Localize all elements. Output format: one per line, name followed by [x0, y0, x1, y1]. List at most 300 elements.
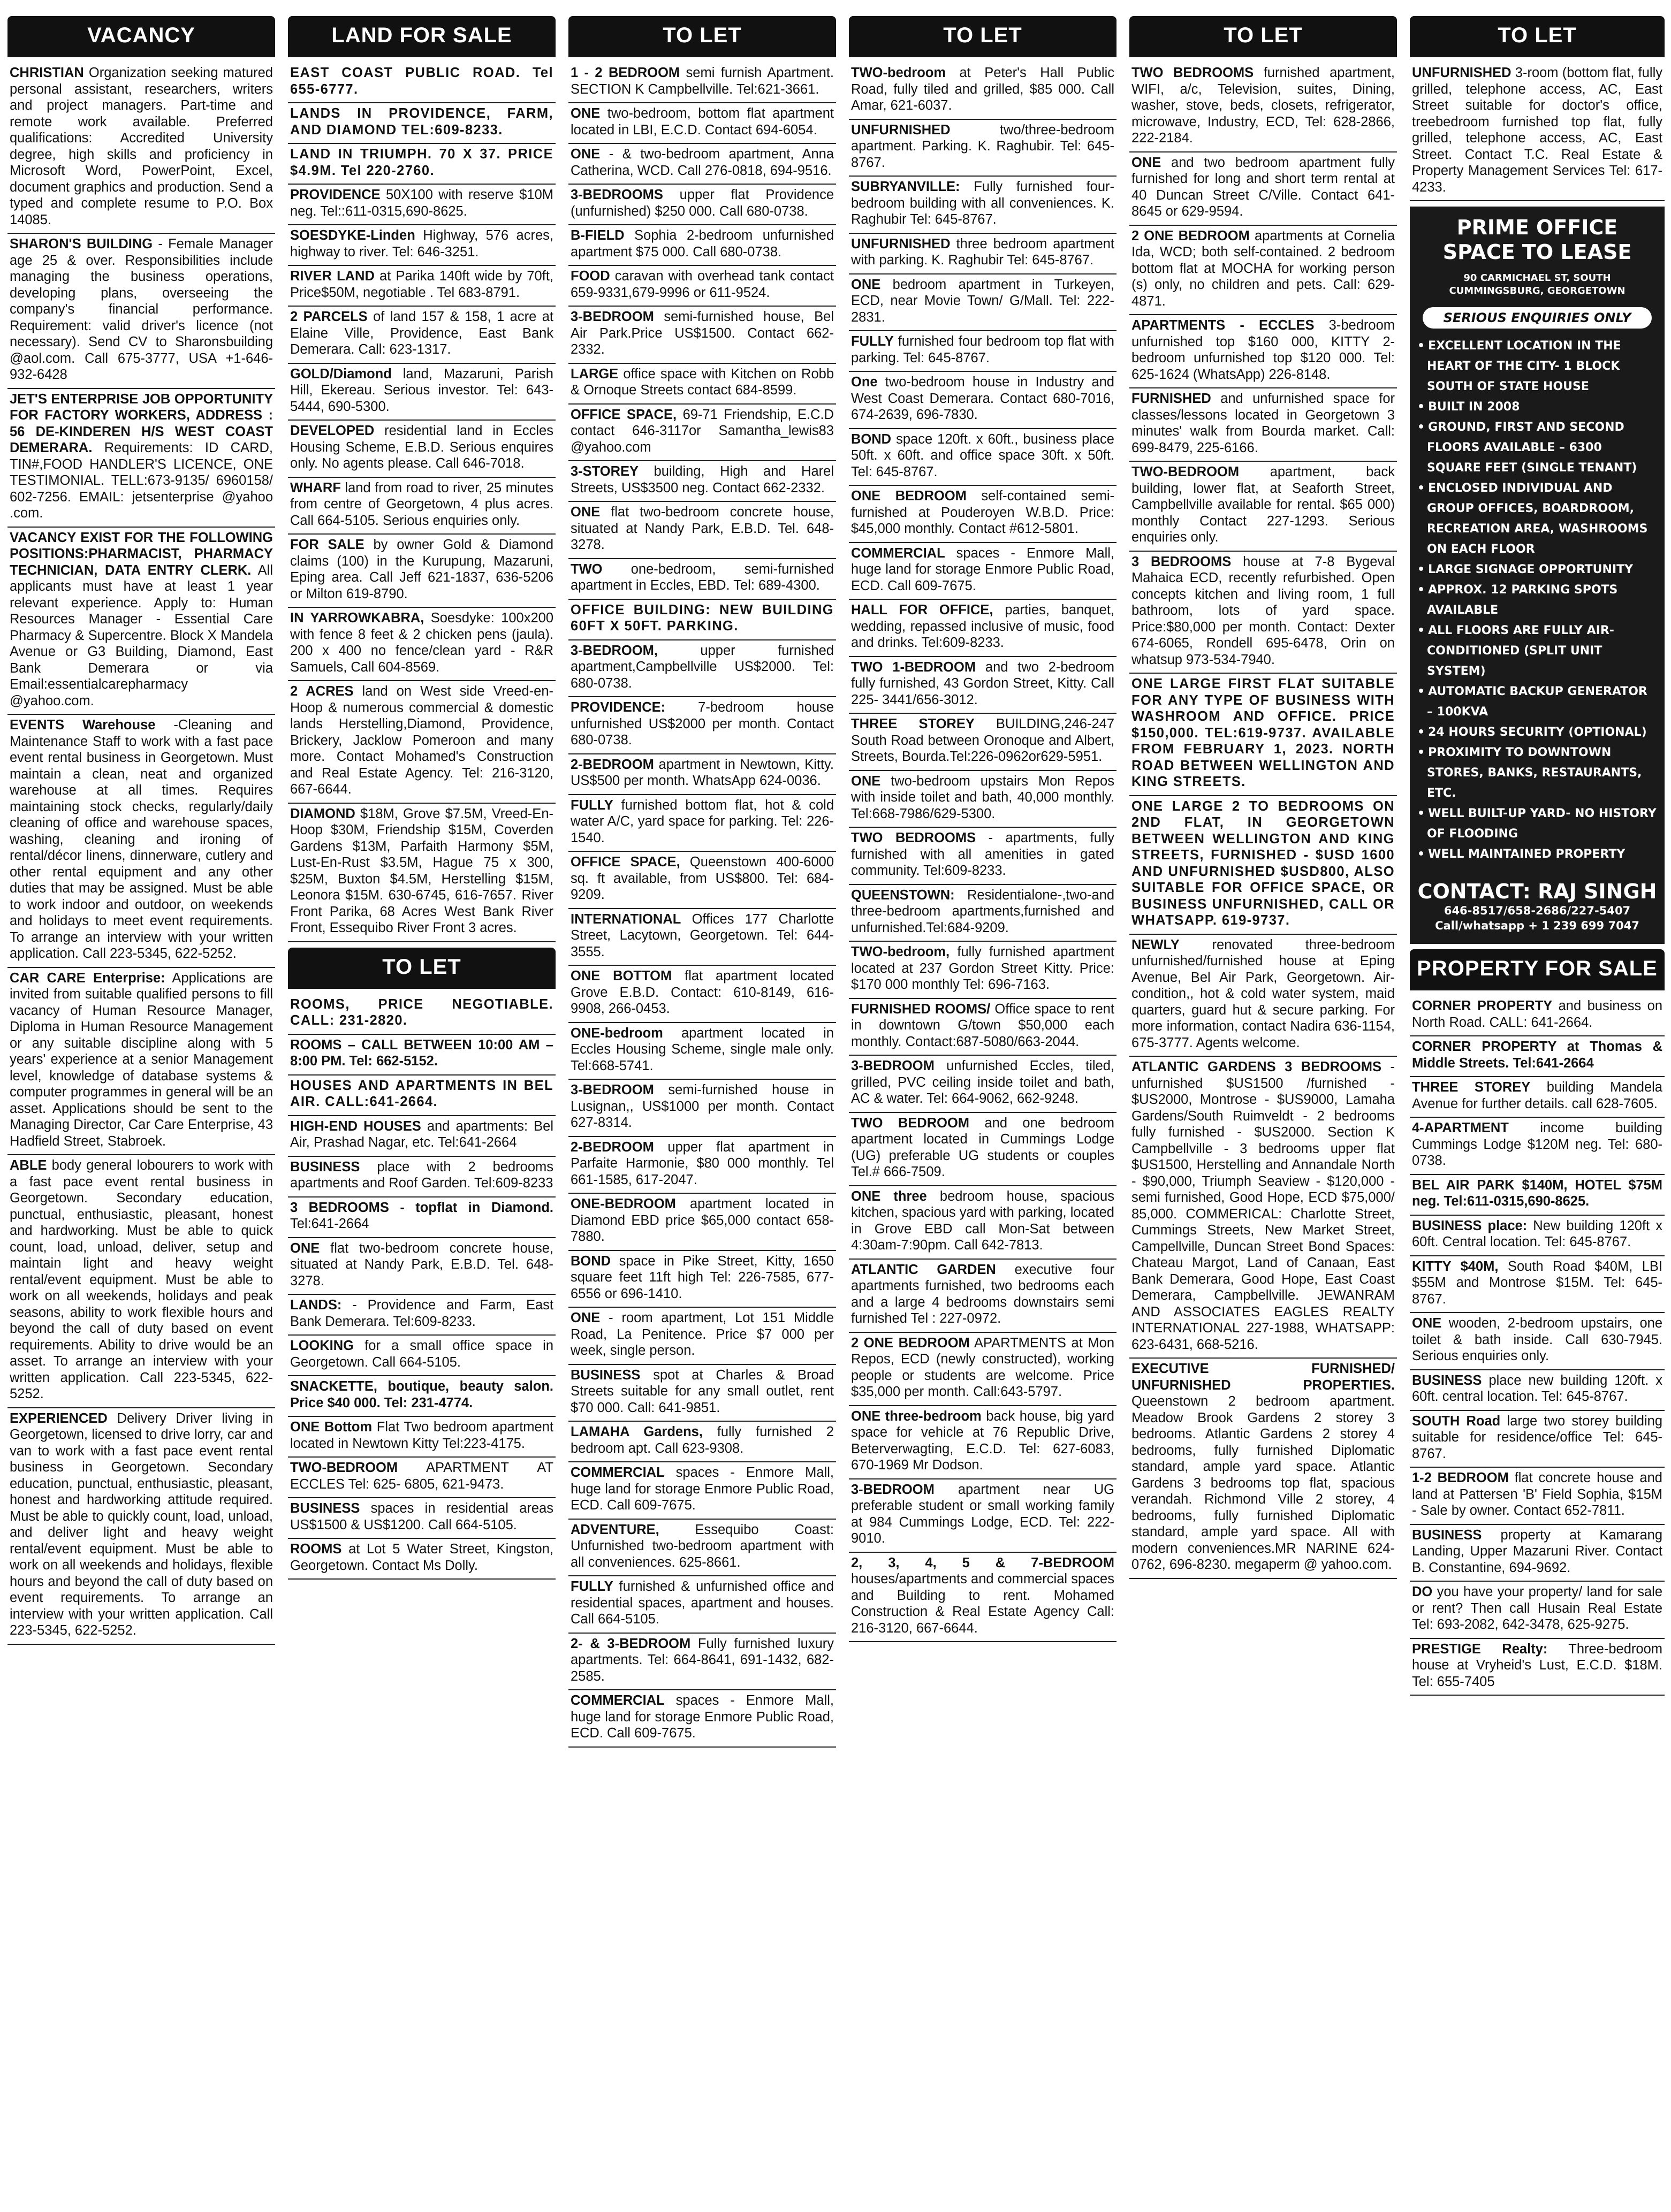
- ad-text: upper flat apartment in Parfaite Harmonie, $80 000 monthly. Tel 661-1585, 617-2047.: [571, 1139, 834, 1187]
- ad-lead: ATLANTIC GARDENS 3 BEDROOMS: [1131, 1059, 1381, 1074]
- ad-text: building, High and Harel Streets, US$3500 neg. Contact 662-2332.: [571, 464, 834, 495]
- ad-lead: KITTY $40M,: [1412, 1258, 1499, 1274]
- classified-ad: [288, 994, 556, 1035]
- classified-ad: [288, 225, 556, 266]
- feature-item: • ENCLOSED INDIVIDUAL AND GROUP OFFICES, BOARDROOM, RECREATION AREA, WASHROOMS ON EACH FLOOR: [1417, 478, 1657, 560]
- classified-ad: [568, 966, 836, 1023]
- classified-ad: [1410, 1313, 1665, 1370]
- classified-ad: [568, 600, 836, 640]
- ad-text: executive four apartments furnished, two bedrooms each and a large 4 bedrooms downstairs semi furnished Tel : 227-0972.: [851, 1262, 1114, 1326]
- feature-item: • AUTOMATIC BACKUP GENERATOR – 100KVA: [1417, 682, 1657, 722]
- classified-ad: [288, 1336, 556, 1376]
- ad-lead: BOND: [571, 1253, 611, 1269]
- classified-ad: [849, 486, 1116, 543]
- column-vacancy: [7, 16, 275, 1645]
- ad-lead: LOOKING: [290, 1338, 354, 1353]
- classified-ad: [568, 1194, 836, 1251]
- ad-text: at Lot 5 Water Street, Kingston, Georgetown. Contact Ms Dolly.: [290, 1542, 553, 1573]
- classified-ad: [849, 274, 1116, 332]
- ad-lead: BUSINESS: [1412, 1527, 1482, 1543]
- ad-lead: SUBRYANVILLE:: [851, 179, 960, 194]
- classified-ad: [568, 307, 836, 364]
- ad-lead: 2 PARCELS: [290, 309, 368, 324]
- classified-ad: [568, 1023, 836, 1080]
- classified-ad: [568, 697, 836, 754]
- classified-ad: [288, 63, 556, 103]
- classified-ad: [849, 771, 1116, 828]
- classified-ad: [568, 185, 836, 225]
- ad-text: renovated three-bedroom unfurnished/furnished house at Eping Avenue, Bel Air Park, Georgetown. Air-condition,, hot & cold water system, maid quarters, guard hut & secure parking. For more information, contact Nadira 636-1154, 675-3777. Agents welcome.: [1131, 937, 1395, 1050]
- ad-text: caravan with overhead tank contact 659-9331,679-9996 or 611-9524.: [571, 269, 834, 300]
- classified-ad: [7, 1155, 275, 1408]
- ad-lead: BUSINESS: [290, 1159, 360, 1174]
- ad-text: Three-bedroom house at Vryheid's Lust, E.C.D. $18M. Tel: 655-7405: [1412, 1641, 1662, 1689]
- ad-lead: 4-APARTMENT: [1412, 1120, 1509, 1135]
- ad-lead: ONE: [851, 773, 881, 789]
- ad-text: at Parika 140ft wide by 70ft, Price$50M, negotiable . Tel 683-8791.: [290, 269, 553, 300]
- ad-lead: ONE: [571, 106, 601, 121]
- ad-text: 7-bedroom house unfurnished US$2000 per month. Contact 680-0738.: [571, 700, 834, 747]
- classified-ad: [849, 429, 1116, 486]
- classified-ad: [568, 1690, 836, 1748]
- ad-text: Delivery Driver living in Georgetown, licensed to drive lorry, car and van to work with a fast pace event rental business in Georgetown. Secondary education, punctual, enthusiastic, pleasant, honest and hardworking attitude required. Must be able to quickly count, load, unload, and deliver light and heavy weight rental/event equipment. Must be able to work on all weekends and holidays, flexible hours and beyond the call of duty based on event requirements. To arrange an interview with your written application. Call 223-5345, 622-5252.: [10, 1410, 273, 1638]
- classified-ad: [568, 266, 836, 307]
- ad-lead: 2 ACRES: [290, 684, 354, 699]
- ad-text: furnished apartment, WIFI, a/c, Television, suites, Dining, washer, stove, beds, closets, refrigerator, microwave, Industry, ECD, Tel: 628-2866, 222-2184.: [1131, 65, 1395, 146]
- classified-ad: [849, 885, 1116, 942]
- ad-lead: HIGH-END HOUSES: [290, 1118, 421, 1134]
- classified-ad: [568, 640, 836, 698]
- ad-text: semi furnish Apartment. SECTION K Campbellville. Tel:621-3661.: [571, 65, 834, 97]
- classified-ad: [7, 63, 275, 234]
- ad-lead: OFFICE SPACE,: [571, 855, 680, 869]
- classified-ad: [568, 405, 836, 462]
- ad-lead: ONE-bedroom: [571, 1025, 663, 1041]
- ad-lead: 3-BEDROOM,: [571, 643, 658, 658]
- ad-lead: WHARF: [290, 480, 341, 495]
- ad-text: Residentialone-,two-and three-bedroom apartments,furnished and unfurnished.Tel:684-9209.: [851, 887, 1114, 935]
- ad-text: Fully furnished four-bedroom building with all conveniences. K. Raghubir Tel: 645-8767.: [851, 179, 1115, 227]
- ad-lead: FULLY: [851, 334, 894, 349]
- classified-ad: [1410, 1175, 1665, 1216]
- ad-text: APARTMENT AT ECCLES Tel: 625- 6805, 621-9473.: [290, 1460, 553, 1492]
- classified-ad: [1129, 1359, 1397, 1579]
- ad-text: bedroom house, spacious kitchen, spacious yard with parking, located in Grove EBD call Mon-Sat between 4:30am-7:90pm. Call 642-7813.: [851, 1188, 1114, 1253]
- ad-text: fully furnished 2 bedroom apt. Call 623-9308.: [571, 1424, 834, 1456]
- ad-text: land, Mazaruni, Parish Hill, Ekereau. Serious investor. Tel: 643-5444, 690-5300.: [290, 366, 553, 414]
- classified-ad: [288, 1157, 556, 1197]
- classified-ad: [288, 1238, 556, 1295]
- classified-ad: [288, 1197, 556, 1238]
- classified-ad: [849, 63, 1116, 120]
- ad-lead: CAR CARE Enterprise:: [10, 970, 165, 986]
- ad-lead: FURNISHED ROOMS/: [851, 1001, 991, 1017]
- section-header: TO LET: [288, 948, 556, 989]
- ad-lead: THREE STOREY: [1412, 1080, 1531, 1095]
- ad-lead: LAND IN TRIUMPH. 70 X 37. PRICE $4.9M. Tel 220-2760.: [290, 147, 553, 178]
- ad-text: at Peter's Hall Public Road, fully tiled and grilled, $85 000. Call Amar, 621-6037.: [851, 65, 1114, 113]
- ad-lead: 1-2 BEDROOM: [1412, 1470, 1509, 1485]
- ad-text: residential land in Eccles Housing Scheme, E.B.D. Serious enquires only. No agents please. Call 646-7018.: [290, 423, 553, 471]
- ad-text: 69-71 Friendship, E.C.D contact 646-3117or Samantha_lewis83 @yahoo.com: [571, 407, 834, 455]
- ad-text: apartments at Cornelia Ida, WCD; both self-contained. 2 bedroom bottom flat at MOCHA for working person (s) only, no children and pets. Call: 629-4871.: [1131, 228, 1395, 309]
- ad-lead: ROOMS – CALL BETWEEN 10:00 AM – 8:00 PM. Tel: 662-5152.: [290, 1037, 553, 1069]
- ad-text: Office space to rent in downtown G/town $50,000 each monthly. Contact:687-5080/663-2044.: [851, 1001, 1114, 1049]
- ad-text: Requirements: ID CARD, TIN#,FOOD HANDLER'S LICENCE, ONE TESTIMONIAL. TELL:673-9135/ 6960158/ 602-7256. EMAIL: jetsenterprise @yahoo .com.: [10, 440, 273, 521]
- classified-ad: [568, 1308, 836, 1365]
- classified-ad: [1410, 1256, 1665, 1314]
- ad-lead: ONE LARGE 2 TO BEDROOMS ON 2ND FLAT, IN GEORGETOWN BETWEEN WELLINGTON AND KING STREETS, FURNISHED - $USD 1600 AND UNFURNISHED $USD800, ALSO SUITABLE FOR OFFICE SPACE, OR BUSINESS UNFURNISHED, CALL OR WHATSAPP. 619-9737.: [1131, 798, 1395, 928]
- classified-ad: [849, 1056, 1116, 1113]
- classified-ad: [568, 1576, 836, 1634]
- ad-lead: TWO-BEDROOM: [290, 1460, 398, 1475]
- ad-lead: 1 - 2 BEDROOM: [571, 65, 680, 80]
- ad-lead: ROOMS: [290, 1542, 342, 1557]
- section-header: TO LET: [1129, 16, 1397, 57]
- ad-lead: PROVIDENCE: [290, 187, 381, 202]
- ad-lead: ONE: [571, 147, 601, 162]
- classified-ad: [7, 715, 275, 968]
- feature-item: • WELL BUILT-UP YARD- NO HISTORY OF FLOODING: [1417, 804, 1657, 844]
- ad-lead: 3-STOREY: [571, 464, 639, 479]
- ad-text: - Providence and Farm, East Bank Demerara. Tel:609-8233.: [290, 1298, 553, 1329]
- ad-text: apartment located in Eccles Housing Scheme, single male only. Tel:668-5741.: [571, 1025, 834, 1073]
- ad-lead: PRESTIGE Realty:: [1412, 1641, 1548, 1657]
- ad-lead: ONE Bottom: [290, 1420, 373, 1435]
- classified-ad: [7, 234, 275, 389]
- ad-lead: COMMERCIAL: [851, 545, 945, 561]
- ad-lead: NEWLY: [1131, 937, 1180, 952]
- ad-lead: EVENTS Warehouse: [10, 718, 156, 733]
- classified-ad: [1410, 996, 1665, 1036]
- ad-lead: THREE STOREY: [851, 716, 975, 731]
- ad-lead: SOUTH Road: [1412, 1413, 1501, 1429]
- classified-ad: [849, 828, 1116, 885]
- office-box-contact: CONTACT: RAJ SINGH: [1417, 880, 1657, 903]
- ad-lead: 3-BEDROOM: [571, 1082, 654, 1097]
- ad-text: three bedroom apartment with parking. K. Raghubir Tel: 645-8767.: [851, 236, 1115, 268]
- classified-ad: [288, 478, 556, 535]
- ad-text: New building 120ft x 60ft. Central location. Tel: 645-8767.: [1412, 1218, 1662, 1249]
- ad-text: South Road $40M, LBI $55M and Montrose $15M. Tel: 645-8767.: [1412, 1258, 1662, 1307]
- classified-ad: [568, 754, 836, 795]
- ad-lead: IN YARROWKABRA,: [290, 611, 424, 626]
- ad-lead: TWO 1-BEDROOM: [851, 659, 976, 675]
- ad-text: $18M, Grove $7.5M, Vreed-En-Hoop $30M, Friendship $15M, Coverden Gardens $13M, Parfaith Harmony $5M, Lust-En-Rust $3.5M, Hague 75 x 300, $25M, Buxton $4.5M, Herstelling $15M, Leonora $15M. 630-6745, 616-7657. River Front Parika, 68 Acres West Bank River Front, Essequibo River Front 3 acres.: [290, 806, 553, 935]
- ad-text: Queenstown 2 bedroom apartment. Meadow Brook Gardens 2 storey 3 bedrooms. Atlantic Gardens 2 storey 4 bedrooms, fully furnished Diplomatic standard, ample yard space. Atlantic Gardens 3 bedrooms top flat, spacious verandah. Richmond Ville 2 storey, 4 bedrooms, fully furnished Diplomatic standard, ample yard space. All with modern conveniences.MR NARINE 624-0762, 696-8230. megaperm @ yahoo.com.: [1131, 1394, 1395, 1572]
- ad-text: apartment located in Diamond EBD price $65,000 contact 658-7880.: [571, 1196, 834, 1244]
- classified-ad: [288, 1417, 556, 1458]
- feature-item: • APPROX. 12 PARKING SPOTS AVAILABLE: [1417, 580, 1657, 621]
- classified-ad: [849, 234, 1116, 274]
- ad-text: two-bedroom, bottom flat apartment located in LBI, E.C.D. Contact 694-6054.: [571, 106, 834, 138]
- ad-text: and two bedroom apartment fully furnished for long and short term rental at 40 Duncan Street C/Ville. Contact 641-8645 or 629-9594.: [1131, 155, 1395, 219]
- classified-ad: [288, 1116, 556, 1157]
- ad-lead: TWO BEDROOMS: [1131, 65, 1254, 80]
- classified-ad: [288, 1539, 556, 1580]
- ad-lead: 2 ONE BEDROOM: [1131, 228, 1250, 243]
- ad-lead: UNFURNISHED: [851, 236, 951, 251]
- ad-lead: LANDS:: [290, 1298, 342, 1313]
- ad-lead: CORNER PROPERTY at Thomas & Middle Streets. Tel:641-2664: [1412, 1039, 1662, 1071]
- ad-lead: ONE BOTTOM: [571, 968, 672, 983]
- ad-lead: ONE: [1131, 155, 1161, 170]
- ad-lead: EXECUTIVE FURNISHED/ UNFURNISHED PROPERTIES.: [1131, 1361, 1395, 1393]
- ad-lead: ONE: [1412, 1316, 1442, 1331]
- ad-text: you have your property/ land for sale or rent? Then call Husain Real Estate Tel: 693-2082, 642-3478, 625-9275.: [1412, 1584, 1662, 1632]
- classified-ad: [568, 1520, 836, 1577]
- ad-text: place new building 120ft. x 60ft. central location. Tel: 645-8767.: [1412, 1372, 1662, 1404]
- ad-lead: BUSINESS: [1412, 1372, 1482, 1388]
- ad-lead: ONE-BEDROOM: [571, 1196, 676, 1211]
- ad-lead: 3-BEDROOM: [851, 1058, 935, 1073]
- classified-ad: [288, 103, 556, 144]
- ad-text: one-bedroom, semi-furnished apartment in Eccles, EBD. Tel: 689-4300.: [571, 561, 834, 593]
- classified-ad: [568, 1137, 836, 1194]
- classified-ad: [1410, 1370, 1665, 1411]
- classified-ad: [288, 804, 556, 942]
- ad-text: Highway, 576 acres, highway to river. Tel: 646-3251.: [290, 228, 553, 260]
- ad-lead: ATLANTIC GARDEN: [851, 1262, 996, 1277]
- ad-lead: One: [851, 375, 878, 390]
- ad-text: space 120ft. x 60ft., business place 50ft. x 60ft. and office space 30ft. x 50ft. Tel: 645-8767.: [851, 431, 1114, 479]
- ad-lead: FURNISHED: [1131, 391, 1211, 406]
- ad-lead: HALL FOR OFFICE,: [851, 602, 993, 617]
- ad-lead: LANDS IN PROVIDENCE, FARM, AND DIAMOND TEL:609-8233.: [290, 106, 553, 138]
- classified-ad: [7, 1408, 275, 1645]
- classified-ad: [288, 1498, 556, 1539]
- ad-lead: SOESDYKE-Linden: [290, 228, 415, 243]
- classified-ad: [288, 1458, 556, 1498]
- classified-ad: [1129, 63, 1397, 152]
- ad-text: spaces in residential areas US$1500 & US$1200. Call 664-5105.: [290, 1501, 553, 1532]
- classified-ad: [849, 1333, 1116, 1406]
- ad-lead: TWO BEDROOM: [851, 1115, 970, 1131]
- classified-ad: [849, 331, 1116, 372]
- classified-ad: [568, 103, 836, 144]
- ad-text: unfurnished Eccles, tiled, grilled, PVC ceiling inside toilet and bath, AC & water. Tel: 664-9062, 662-9248.: [851, 1058, 1114, 1106]
- ad-text: and apartments: Bel Air, Prashad Nagar, etc. Tel:641-2664: [290, 1118, 553, 1150]
- ad-text: large two storey building suitable for residence/office Tel: 645-8767.: [1412, 1413, 1663, 1461]
- classified-ad: [849, 1553, 1116, 1643]
- ad-text: bedroom apartment in Turkeyen, ECD, near Movie Town/ G/Mall. Tel: 222-2831.: [851, 277, 1115, 325]
- classified-ad: [849, 1113, 1116, 1186]
- ad-text: Offices 177 Charlotte Street, Lacytown, Georgetown. Tel: 644-3555.: [571, 911, 834, 959]
- classified-ad: [1410, 1077, 1665, 1118]
- ad-text: office space with Kitchen on Robb & Ornoque Streets contact 684-8599.: [571, 366, 834, 398]
- ad-lead: CORNER PROPERTY: [1412, 998, 1553, 1013]
- ad-text: spot at Charles & Broad Streets suitable for any small outlet, rent $70 000. Call: 641-9851.: [571, 1367, 834, 1415]
- ad-lead: 2-BEDROOM: [571, 1139, 654, 1155]
- ad-text: parties, banquet, wedding, repassed inclusive of music, food and drinks. Tel:609-8233.: [851, 602, 1114, 650]
- ad-lead: PROVIDENCE:: [571, 700, 666, 715]
- classified-ad: [568, 852, 836, 909]
- ad-text: 3-room (bottom flat, fully grilled, telephone access, AC, East Street suitable for doctor's office, treebedroom furnished top flat, fully grilled, telephone access, AC, East Street. Contact T.C. Real Estate & Property Management Services Tel: 617-4233.: [1412, 65, 1662, 195]
- ad-text: land on West side Vreed-en-Hoop & numerous commercial & domestic lands Herstelling,Diamond, Providence, Brickery, Jacklow Pomeroon and many more. Contact Mohamed's Construction and Real Estate Agency. Tel: 216-3120, 667-6644.: [290, 684, 553, 797]
- ad-lead: QUEENSTOWN:: [851, 887, 955, 903]
- feature-item: • BUILT IN 2008: [1417, 397, 1657, 417]
- classified-ad: [849, 543, 1116, 600]
- classified-ad: [849, 1406, 1116, 1479]
- classified-ad: [288, 1376, 556, 1417]
- office-box-pill: SERIOUS ENQUIRIES ONLY: [1423, 307, 1652, 329]
- ad-text: furnished bottom flat, hot & cold water A/C, yard space for parking. Tel: 226-1540.: [571, 797, 834, 845]
- ad-lead: BUSINESS: [571, 1367, 641, 1383]
- ad-lead: 3-BEDROOMS: [571, 187, 663, 202]
- ad-lead: 2, 3, 4, 5 & 7-BEDROOM: [851, 1555, 1114, 1570]
- classified-ad: [1129, 796, 1397, 935]
- classified-ad: [849, 999, 1116, 1056]
- ad-text: Flat Two bedroom apartment located in Newtown Kitty Tel:223-4175.: [290, 1420, 553, 1451]
- section-header: TO LET: [849, 16, 1116, 57]
- feature-item: • ALL FLOORS ARE FULLY AIR-CONDITIONED (SPLIT UNIT SYSTEM): [1417, 621, 1657, 682]
- classified-ad: [849, 942, 1116, 999]
- ad-text: flat concrete house and land at Pattersen 'B' Field Sophia, $15M - Sale by owner. Contact 652-7811.: [1412, 1470, 1662, 1518]
- ad-text: place with 2 bedrooms apartments and Roof Garden. Tel:609-8233: [290, 1159, 553, 1191]
- ad-text: semi-furnished house in Lusignan,, US$1000 per month. Contact 627-8314.: [571, 1082, 834, 1130]
- feature-item: • EXCELLENT LOCATION IN THE HEART OF THE CITY- 1 BLOCK SOUTH OF STATE HOUSE: [1417, 336, 1657, 397]
- classified-ad: [288, 307, 556, 364]
- ad-lead: UNFURNISHED: [1412, 65, 1512, 80]
- ad-text: body general lobourers to work with a fast pace event rental business in Georgetown. Secondary education, punctual, enthusiastic, pleasant, honest and hardworking. Must be able to quick count, load, unload, deliver, setup and maintain light and heavy weight rental/event equipment. Must be able to work on all weekends, holidays and peak seasons, ability to work flexible hours and beyond the call of duty based on event requirements. Ability to drive would be an asset. To arrange an interview with your written application. Call 223-5345, 622-5252.: [10, 1158, 273, 1401]
- ad-text: furnished four bedroom top flat with parking. Tel: 645-8767.: [851, 334, 1114, 365]
- ad-text: two/three-bedroom apartment. Parking. K. Raghubir. Tel: 645-8767.: [851, 122, 1114, 170]
- ad-lead: APARTMENTS - ECCLES: [1131, 318, 1315, 333]
- ad-text: Sophia 2-bedroom unfurnished apartment $75 000. Call 680-0738.: [571, 228, 834, 260]
- office-box-title: PRIME OFFICE SPACE TO LEASE: [1442, 216, 1632, 264]
- classified-ad: [1410, 1411, 1665, 1468]
- ad-lead: FOR SALE: [290, 537, 364, 552]
- ad-lead: UNFURNISHED: [851, 122, 951, 138]
- classified-ad: [1129, 1057, 1397, 1359]
- ad-text: -Cleaning and Maintenance Staff to work with a fast pace event rental business in Georgetown. Must maintain a clean, neat and organized warehouse at all times. Requires maintaining stock checks, regularly/daily cleaning of office and warehouse spaces, washing, cleaning and ironing of rental/décor linens, dinnerware, cutlery and other rental equipment and any other duties that may be assigned. Must be able to work indoor and outdoor, on weekends and holidays to meet event requirements. To arrange an interview with your written application. Call 223-5345, 622-5252.: [10, 718, 273, 961]
- feature-item: • LARGE SIGNAGE OPPORTUNITY: [1417, 560, 1657, 580]
- ad-text: flat two-bedroom concrete house, situated at Nandy Park, E.B.D. Tel. 648-3278.: [571, 505, 834, 552]
- feature-item: • 24 HOURS SECURITY (OPTIONAL): [1417, 722, 1657, 743]
- section-header: LAND FOR SALE: [288, 16, 556, 57]
- ad-lead: TWO BEDROOMS: [851, 830, 976, 845]
- column-land-for-sale: [288, 16, 556, 1580]
- ad-text: Applications are invited from suitable qualified persons to fill vacancy of Human Resource Manager, Diploma in Human Resource Management or any suitable discipline along with 5 years' experience at a senior Management level, knowledge of database systems & computer programmes in general will be an asset. Applications should be sent to the Managing Director, Car Care Enterprise, 43 Hadfield Street, Stabroek.: [10, 970, 273, 1149]
- classified-ad: [288, 266, 556, 307]
- classified-ad: [7, 968, 275, 1156]
- ad-lead: GOLD/Diamond: [290, 366, 392, 382]
- classified-ad: [849, 657, 1116, 714]
- ad-lead: JET'S ENTERPRISE JOB OPPORTUNITY FOR FACTORY WORKERS, ADDRESS : 56 DE-KINDEREN H/S WEST COAST DEMERARA.: [10, 391, 273, 455]
- ad-lead: BUSINESS place:: [1412, 1218, 1528, 1233]
- ad-text: APARTMENTS at Mon Repos, ECD (newly constructed), working people or students are welcome. Price $35,000 per month. Call:643-5797.: [851, 1335, 1114, 1399]
- classified-ad: [288, 185, 556, 225]
- ad-lead: DEVELOPED: [290, 423, 375, 438]
- ad-lead: SHARON'S BUILDING: [10, 237, 153, 251]
- classified-ad: [568, 1462, 836, 1520]
- classified-ad: [1410, 1582, 1665, 1639]
- ad-text: upper furnished apartment,Campbellville US$2000. Tel: 680-0738.: [571, 643, 834, 691]
- classified-ad: [568, 1365, 836, 1422]
- ad-text: Tel:641-2664: [290, 1216, 369, 1231]
- ad-text: two-bedroom upstairs Mon Repos with inside toilet and bath, 40,000 monthly. Tel:668-7986/629-5300.: [851, 773, 1114, 821]
- ad-lead: TWO-bedroom,: [851, 944, 950, 959]
- ad-text: apartment near UG preferable student or small working family at 984 Cummings Lodge, ECD. Tel: 222-9010.: [851, 1482, 1114, 1546]
- ad-lead: BUSINESS: [290, 1501, 360, 1516]
- ad-lead: EAST COAST PUBLIC ROAD. Tel 655-6777.: [290, 65, 553, 97]
- ad-text: fully furnished apartment located at 237 Gordon Street Kitty. Price: $170 000 monthly Tel: 696-7163.: [851, 944, 1114, 992]
- ad-lead: OFFICE SPACE,: [571, 407, 677, 422]
- ad-text: self-contained semi-furnished at Pouderoyen W.B.D. Price: $45,000 monthly. Contact #612-5801.: [851, 489, 1115, 536]
- classified-ad: [1410, 1216, 1665, 1256]
- ad-lead: OFFICE BUILDING: NEW BUILDING 60FT X 50FT. PARKING.: [571, 602, 834, 634]
- classified-ad: [568, 502, 836, 559]
- classified-ad: [1129, 674, 1397, 796]
- classified-ad: [288, 421, 556, 478]
- feature-item: • WELL MAINTAINED PROPERTY: [1417, 844, 1657, 865]
- ad-text: furnished & unfurnished office and residential spaces, apartment and houses. Call 664-5105.: [571, 1579, 834, 1627]
- classified-ad: [1410, 63, 1665, 201]
- ad-text: for a small office space in Georgetown. Call 664-5105.: [290, 1338, 553, 1370]
- ad-lead: EXPERIENCED: [10, 1410, 108, 1426]
- ad-text: and two 2-bedroom fully furnished, 43 Gordon Street, Kitty. Call 225- 3441/656-3012.: [851, 659, 1114, 707]
- ad-lead: ONE: [851, 277, 881, 292]
- classified-ad: [568, 559, 836, 600]
- ad-lead: FULLY: [571, 1579, 613, 1594]
- ad-lead: TWO-bedroom: [851, 65, 946, 80]
- ad-lead: COMMERCIAL: [571, 1693, 665, 1708]
- office-box-whatsapp: Call/whatsapp + 1 239 699 7047: [1435, 919, 1639, 932]
- ad-text: property at Kamarang Landing, Upper Mazaruni River. Contact B. Constantine, 694-9692.: [1412, 1527, 1662, 1575]
- feature-item: • GROUND, FIRST AND SECOND FLOORS AVAILABLE – 6300 SQUARE FEET (SINGLE TENANT): [1417, 417, 1657, 478]
- classified-ad: [849, 1479, 1116, 1553]
- classified-ad: [568, 795, 836, 852]
- classified-ad: [568, 1251, 836, 1308]
- ad-text: flat two-bedroom concrete house, situated at Nandy Park, E.B.D. Tel. 648-3278.: [290, 1240, 553, 1288]
- section-header: PROPERTY FOR SALE: [1410, 949, 1665, 990]
- classified-ad: [568, 461, 836, 502]
- classified-ad: [288, 364, 556, 421]
- classified-ad: [849, 1260, 1116, 1333]
- classified-ad: [7, 389, 275, 528]
- column-to-let-4: [1410, 16, 1665, 1696]
- ad-lead: ONE: [571, 1310, 601, 1325]
- ad-lead: VACANCY EXIST FOR THE FOLLOWING POSITIONS:PHARMACIST, PHARMACY TECHNICIAN, DATA ENTRY CLERK.: [10, 530, 273, 578]
- ad-lead: 3-BEDROOM: [571, 309, 654, 324]
- classified-ad: [849, 177, 1116, 234]
- column-to-let-3: [1129, 16, 1397, 1579]
- classified-ad: [849, 600, 1116, 657]
- ad-text: wooden, 2-bedroom upstairs, one toilet & bath inside. Call 630-7945. Serious enquiries only.: [1412, 1316, 1662, 1363]
- ad-lead: DIAMOND: [290, 806, 355, 821]
- ad-lead: SNACKETTE, boutique, beauty salon. Price $40 000. Tel: 231-4774.: [290, 1379, 553, 1410]
- ad-lead: ONE: [571, 505, 601, 520]
- ad-lead: TWO: [571, 561, 603, 577]
- ad-text: - unfurnished $US1500 /furnished - $US2000, Montrose - $US9000, Lamaha Gardens/South Ruimveldt - 2 bedrooms fully furnished - $US2000. Section K Campbellville - 3 bedrooms upper flat $US1500, Herstelling and Annandale North - $90,000, Triumph Seaview - $120,000 - semi furnished, Good Hope, ECD $75,000/ 85,000. COMMERICAL: Charlotte Street, Cummings Streets, New Market Street, Campellville, Duncan Street Bond Spaces: Chateau Margot, Land of Canaan, East Bank Demerara, Good Hope, East Coast Demerara, Campbellville. JEWANRAM AND ASSOCIATES EAGLES REALTY INTERNATIONAL 227-1988, WHATSAPP: 623-6431, 668-5216.: [1131, 1059, 1395, 1352]
- ad-text: houses/apartments and commercial spaces and Building to rent. Mohamed Construction & Real Estate Agency Call: 216-3120, 667-6644.: [851, 1572, 1114, 1636]
- ad-lead: 3 BEDROOMS - topflat in Diamond.: [290, 1200, 553, 1215]
- classified-ad: [1410, 1525, 1665, 1582]
- office-box-phones: 646-8517/658-2686/227-5407: [1444, 904, 1631, 917]
- ad-lead: 2- & 3-BEDROOM: [571, 1636, 691, 1651]
- ad-text: Soesdyke: 100x200 with fence 8 feet & 2 chicken pens (jaula). 200 x 400 no fence/clean yard - R&R Samuels, Call 604-8569.: [290, 611, 553, 675]
- classified-ad: [1129, 462, 1397, 552]
- ad-text: 50X100 with reserve $10M neg. Tel::611-0315,690-8625.: [290, 187, 553, 219]
- classified-ad: [1129, 935, 1397, 1057]
- ad-lead: RIVER LAND: [290, 269, 375, 284]
- ad-lead: ONE: [290, 1240, 320, 1256]
- ad-lead: COMMERCIAL: [571, 1465, 665, 1480]
- section-header: TO LET: [568, 16, 836, 57]
- classified-ad: [849, 1186, 1116, 1260]
- classified-ad: [568, 225, 836, 266]
- ad-text: flat apartment located Grove E.B.D. Contact: 610-8149, 616-9908, 266-0453.: [571, 968, 834, 1016]
